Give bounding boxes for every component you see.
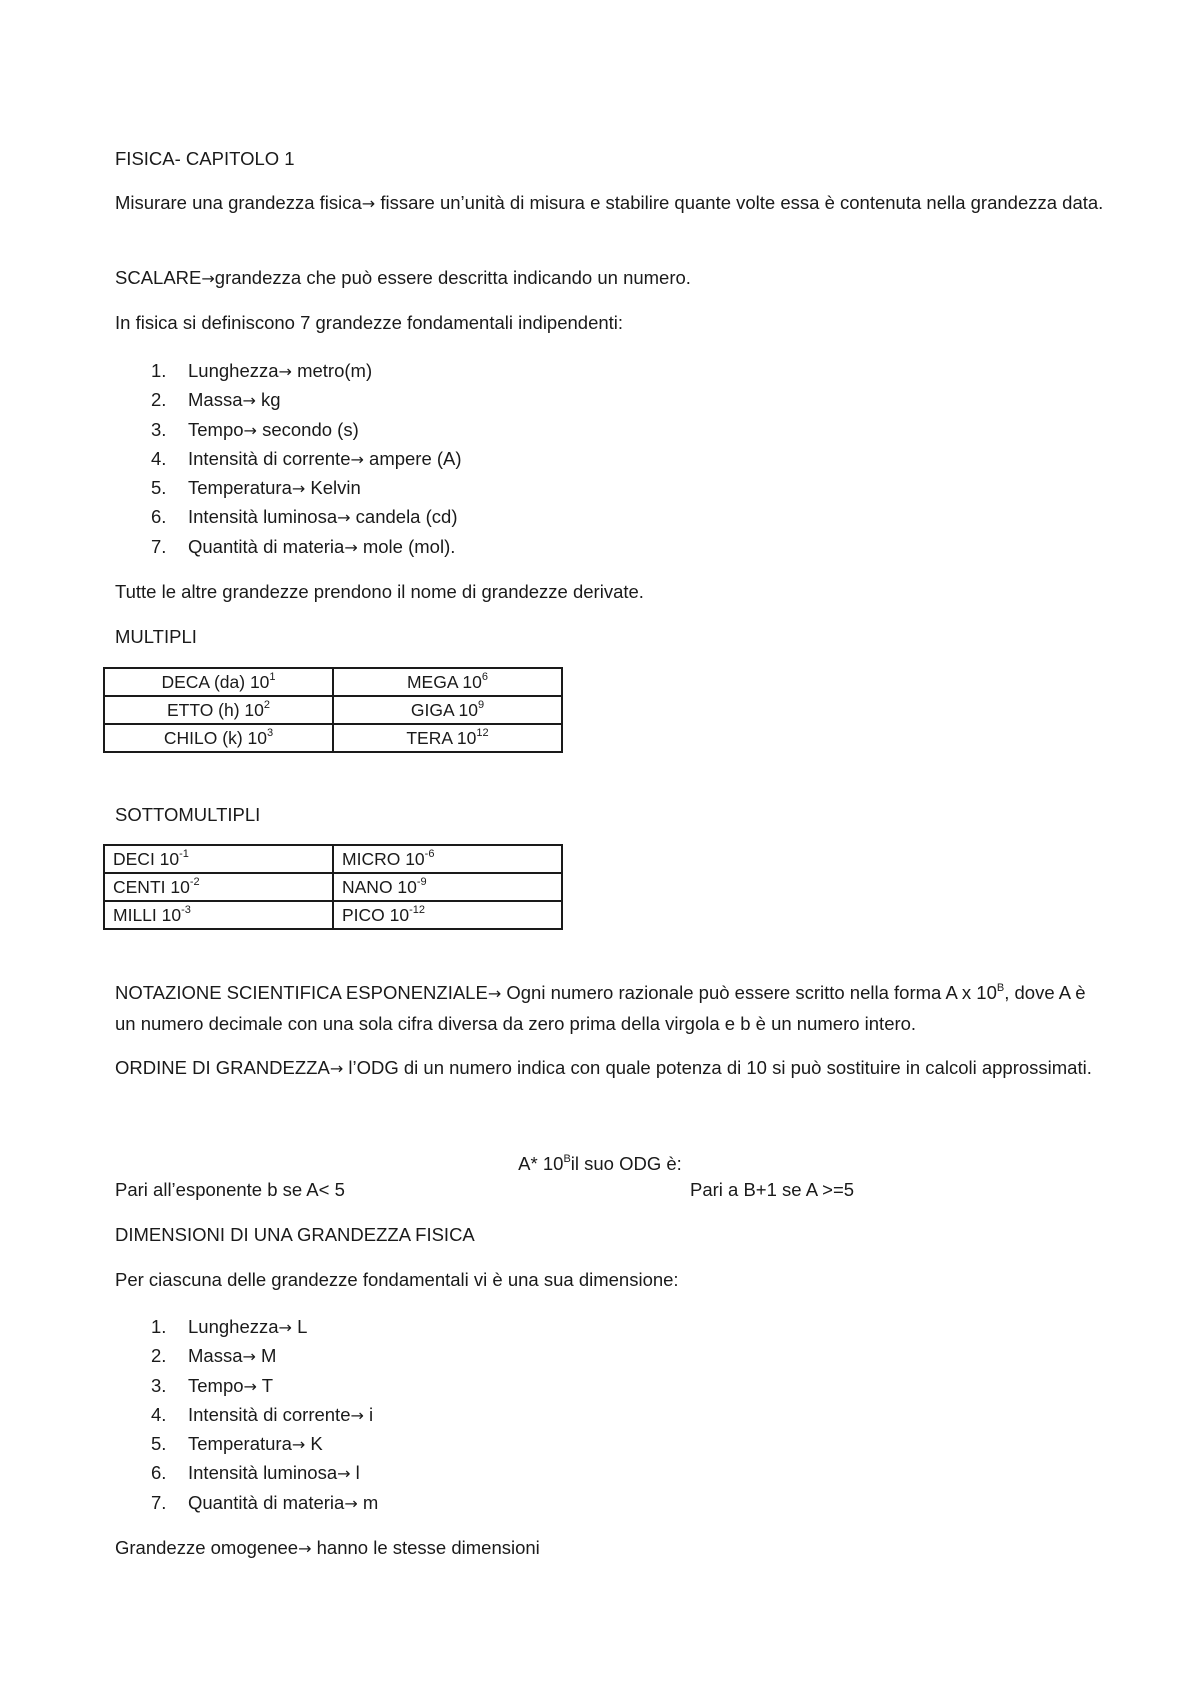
notazione-paragraph: NOTAZIONE SCIENTIFICA ESPONENZIALE→ Ogni numero razionale può essere scritto nella forma A x $10^B$, dove A è un numero decimale con una sola cifra diversa da zero prima della virgola e b è un numero intero. [115, 982, 1086, 1034]
quantity-name: Intensità luminosa [188, 506, 338, 528]
quantity-name: Intensità di corrente [188, 447, 351, 469]
list-number: 1. [151, 1316, 167, 1337]
intro-term: Misurare una grandezza fisica [115, 192, 362, 213]
notazione-term: NOTAZIONE SCIENTIFICA ESPONENZIALE [115, 982, 488, 1003]
quantity-name: Intensità di corrente [188, 1403, 351, 1425]
arrow-icon: → [344, 1493, 358, 1513]
list-item [115, 1429, 378, 1458]
quantity-name: Quantità di materia [188, 535, 345, 557]
scalare-term: SCALARE [115, 267, 202, 288]
table-cell: MICRO $10^{-6}$ [333, 845, 562, 873]
dimension-symbol: M [255, 1345, 277, 1367]
odg-formula: A* $10^Bil$ suo ODG è: [518, 1152, 682, 1174]
list-item [115, 532, 462, 561]
dimension-symbol: m [357, 1491, 379, 1513]
quantity-unit: ampere (A) [363, 447, 462, 469]
list-number: 3. [151, 1374, 167, 1396]
arrow-icon: → [278, 362, 292, 381]
multipli-table [103, 667, 563, 753]
arrow-icon: → [487, 984, 502, 1003]
dimensioni-list [115, 1312, 378, 1517]
quantity-unit: metro(m) [291, 360, 373, 381]
arrow-icon: → [291, 1435, 306, 1455]
list-item [115, 1371, 378, 1400]
sottomultipli-table [103, 844, 563, 930]
ordine-paragraph [115, 1053, 1105, 1084]
quantity-unit: kg [255, 389, 281, 411]
list-number: 4. [151, 1403, 167, 1425]
omogenee-definition: hanno le stesse dimensioni [311, 1537, 540, 1558]
table-cell: GIGA $10^9$ [333, 696, 562, 724]
ordine-definition: l’ODG di un numero indica con quale potenza di 10 si può sostituire in calcoli approssimati. [343, 1057, 1092, 1078]
quantity-unit: Kelvin [305, 477, 361, 499]
quantity-name: Tempo [188, 418, 244, 440]
table-cell: DECA (da) $10^1$ [104, 668, 333, 696]
quantity-unit: mole (mol). [357, 535, 456, 557]
arrow-icon: → [242, 391, 256, 411]
table-cell: MEGA $10^6$ [333, 668, 562, 696]
arrow-icon: → [337, 1464, 351, 1484]
table-cell: ETTO (h) $10^2$ [104, 696, 333, 724]
intro-paragraph [115, 188, 1105, 219]
dimension-symbol: i [363, 1403, 374, 1425]
arrow-icon: → [278, 1318, 292, 1337]
dimensioni-heading: DIMENSIONI DI UNA GRANDEZZA FISICA [115, 1224, 475, 1245]
table-cell: MILLI $10^{-3}$ [104, 901, 333, 929]
arrow-icon: → [242, 1347, 256, 1367]
list-item [115, 1400, 378, 1429]
list-item [115, 415, 462, 444]
list-number: 5. [151, 477, 167, 499]
table-row [104, 696, 562, 724]
quantity-unit: candela (cd) [350, 506, 458, 528]
table-cell: PICO $10^{-12}$ [333, 901, 562, 929]
table-cell: DECI $10^{-1}$ [104, 845, 333, 873]
quantity-name: Quantità di materia [188, 1491, 345, 1513]
arrow-icon: → [291, 479, 306, 499]
quantity-unit: secondo (s) [256, 418, 359, 440]
list-number: 3. [151, 418, 167, 440]
arrow-icon: → [350, 449, 364, 469]
odg-case-right: Pari a B+1 se A >=5 [690, 1179, 855, 1200]
odg-case-left: Pari all’esponente b se A< 5 [115, 1179, 345, 1200]
multipli-heading: MULTIPLI [115, 626, 197, 647]
quantity-name: Temperatura [188, 477, 292, 499]
quantity-name: Lunghezza [188, 1316, 279, 1337]
arrow-icon: → [344, 537, 358, 557]
table-cell: TERA $10^{12}$ [333, 724, 562, 752]
table-cell: CENTI $10^{-2}$ [104, 873, 333, 901]
list-number: 1. [151, 360, 167, 381]
fundamentals-list [115, 356, 462, 561]
quantity-name: Lunghezza [188, 360, 279, 381]
arrow-icon: → [337, 508, 351, 528]
list-number: 5. [151, 1433, 167, 1455]
list-item [115, 356, 462, 385]
dimension-symbol: L [291, 1316, 308, 1337]
arrow-icon: → [361, 194, 376, 213]
list-item [115, 502, 462, 531]
dimension-symbol: l [350, 1462, 360, 1484]
quantity-name: Intensità luminosa [188, 1462, 338, 1484]
list-number: 7. [151, 1491, 167, 1513]
list-number: 2. [151, 389, 167, 411]
list-item [115, 473, 462, 502]
arrow-icon: → [201, 269, 215, 288]
table-cell: NANO $10^{-9}$ [333, 873, 562, 901]
ordine-term: ORDINE DI GRANDEZZA [115, 1057, 330, 1078]
table-row [104, 668, 562, 696]
scalare-paragraph [115, 263, 691, 294]
list-number: 2. [151, 1345, 167, 1367]
table-row [104, 845, 562, 873]
dimension-symbol: K [305, 1433, 323, 1455]
intro-definition: fissare un’unità di misura e stabilire quante volte essa è contenuta nella grandezza data. [375, 192, 1104, 213]
list-item [115, 385, 462, 414]
arrow-icon: → [298, 1539, 312, 1558]
list-item [115, 444, 462, 473]
sottomultipli-heading: SOTTOMULTIPLI [115, 804, 261, 825]
list-item [115, 1341, 378, 1370]
arrow-icon: → [243, 1376, 257, 1396]
list-number: 7. [151, 535, 167, 557]
table-row [104, 901, 562, 929]
quantity-name: Massa [188, 1345, 243, 1367]
arrow-icon: → [243, 420, 257, 440]
table-cell: CHILO (k) $10^3$ [104, 724, 333, 752]
arrow-icon: → [350, 1405, 364, 1425]
omogenee-paragraph [115, 1533, 540, 1564]
list-number: 4. [151, 447, 167, 469]
omogenee-term: Grandezze omogenee [115, 1537, 299, 1558]
arrow-icon: → [329, 1059, 344, 1078]
derived-note: Tutte le altre grandezze prendono il nome di grandezze derivate. [115, 581, 644, 602]
fundamentals-intro: In fisica si definiscono 7 grandezze fondamentali indipendenti: [115, 312, 624, 333]
list-item [115, 1488, 378, 1517]
table-row [104, 873, 562, 901]
table-row [104, 724, 562, 752]
list-number: 6. [151, 1462, 167, 1484]
quantity-name: Tempo [188, 1374, 244, 1396]
page-title: FISICA- CAPITOLO 1 [115, 148, 295, 169]
list-item [115, 1312, 378, 1341]
quantity-name: Massa [188, 389, 243, 411]
list-item [115, 1458, 378, 1487]
dimension-symbol: T [256, 1374, 274, 1396]
dimensioni-intro: Per ciascuna delle grandezze fondamentali vi è una sua dimensione: [115, 1269, 679, 1290]
list-number: 6. [151, 506, 167, 528]
quantity-name: Temperatura [188, 1433, 292, 1455]
scalare-definition: grandezza che può essere descritta indicando un numero. [214, 267, 691, 288]
